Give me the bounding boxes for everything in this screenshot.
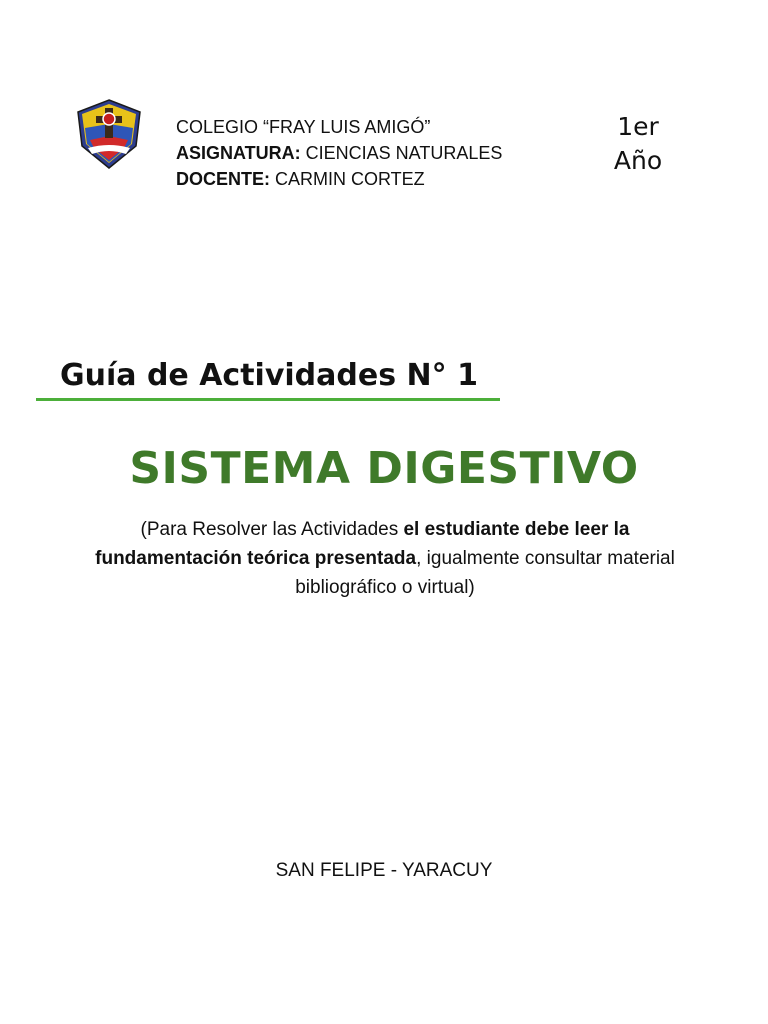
guide-title: Guía de Actividades N° 1 [60,358,478,393]
page-title: SISTEMA DIGESTIVO [129,443,639,494]
instructions-rest: , igualmente consultar material bibliográfico o virtual) [295,548,675,598]
title-underline [36,398,500,401]
school-crest-icon [74,98,144,170]
location-footer: SAN FELIPE - YARACUY [275,860,493,881]
instructions-emphasis: el estudiante debe leer la fundamentación teórica presentada [95,519,630,569]
teacher-label: DOCENTE: [176,169,270,189]
teacher-line [176,166,502,192]
year-word: Año [613,146,663,175]
school-header [176,114,502,192]
year-number: 1er [617,112,659,141]
subject-label: ASIGNATURA: [176,143,301,163]
school-name: COLEGIO “FRAY LUIS AMIGÓ” [176,117,431,137]
school-year [604,110,672,178]
teacher-value: CARMIN CORTEZ [270,169,425,189]
instructions-intro: (Para Resolver las Actividades [140,519,404,540]
subject-value: CIENCIAS NATURALES [300,143,503,163]
instructions-paragraph [90,515,680,602]
subject-line [176,140,502,166]
